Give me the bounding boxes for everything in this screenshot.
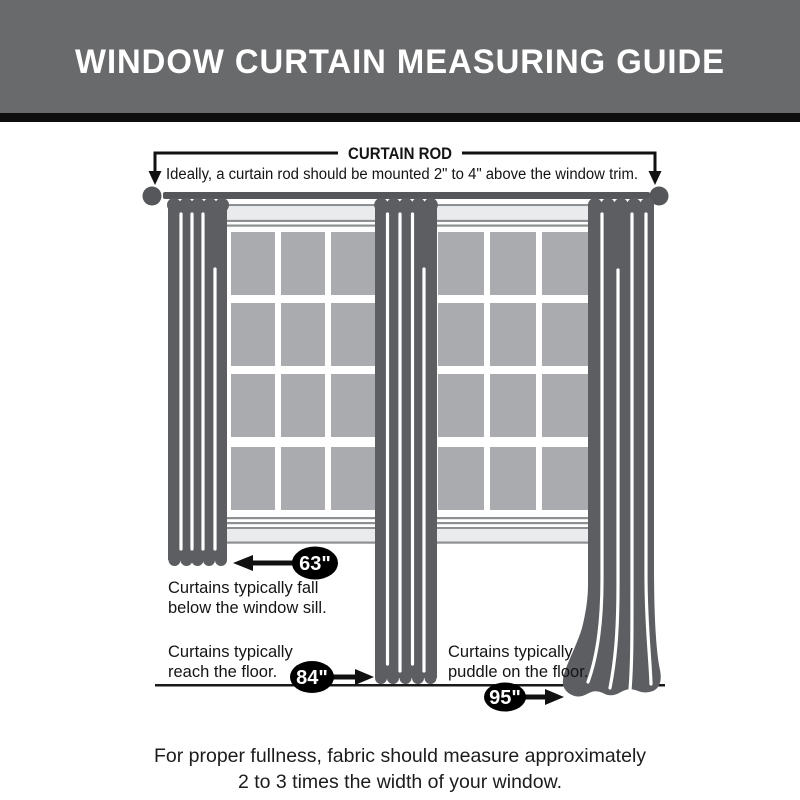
- curtain-floor-length: [374, 198, 438, 684]
- curtain-hem-scallop: [425, 672, 437, 684]
- arrow-shaft: [330, 675, 358, 680]
- window-pane: [542, 303, 588, 366]
- right-arrow-icon: [355, 669, 374, 685]
- window-pane: [281, 374, 325, 437]
- curtain-hem-scallop: [192, 554, 204, 566]
- curtain-hem-scallop: [387, 672, 399, 684]
- window-pane: [438, 374, 484, 437]
- window-pane: [490, 232, 536, 295]
- measure-note-line2: below the window sill.: [168, 599, 327, 617]
- footer-note: [154, 745, 646, 793]
- left-arrow-icon: [233, 555, 253, 571]
- window-pane: [331, 303, 375, 366]
- measure-note-line2: reach the floor.: [168, 663, 278, 681]
- measure-note-line1: Curtains typically: [448, 643, 573, 661]
- window-pane: [490, 303, 536, 366]
- window-pane: [231, 232, 275, 295]
- measure-value: 84": [296, 667, 328, 689]
- rod-bar: [163, 192, 650, 199]
- window-pane: [281, 447, 325, 510]
- window-pane: [231, 447, 275, 510]
- window-panes-left: [231, 232, 375, 510]
- window-pane: [281, 303, 325, 366]
- arrow-shaft: [252, 561, 294, 566]
- measure-note-line1: Curtains typically fall: [168, 579, 319, 597]
- window-pane: [231, 374, 275, 437]
- curtain-panel-body: [375, 205, 437, 678]
- window-pane: [331, 232, 375, 295]
- rod-callout-label: CURTAIN ROD: [348, 144, 452, 163]
- curtain-hem-scallop: [203, 554, 215, 566]
- right-arrow-icon: [545, 689, 564, 705]
- window-pane: [331, 447, 375, 510]
- curtain-hem-scallop: [375, 672, 387, 684]
- rod-finial-left: [143, 187, 162, 206]
- window-pane: [490, 447, 536, 510]
- curtain-hem-scallop: [412, 672, 424, 684]
- window-pane: [438, 447, 484, 510]
- header-banner: [0, 0, 800, 122]
- curtain-panel-body: [168, 205, 227, 560]
- window-pane: [438, 232, 484, 295]
- down-arrow-icon-left: [149, 171, 162, 185]
- header-divider-bar: [0, 113, 800, 122]
- window-pane: [331, 374, 375, 437]
- measurement-95: [448, 643, 588, 712]
- curtain-hem-scallop: [181, 554, 193, 566]
- window-pane: [281, 232, 325, 295]
- measure-value: 95": [489, 687, 521, 709]
- measure-note-line2: puddle on the floor.: [448, 663, 589, 681]
- window-pane: [231, 303, 275, 366]
- page-title: WINDOW CURTAIN MEASURING GUIDE: [75, 43, 725, 81]
- measure-note-line1: Curtains typically: [168, 643, 293, 661]
- window-pane: [542, 232, 588, 295]
- down-arrow-icon-right: [649, 171, 662, 185]
- rod-callout: [149, 144, 662, 185]
- window-pane: [438, 303, 484, 366]
- curtain-sill-length: [167, 198, 229, 566]
- curtain-hem-scallop: [169, 554, 181, 566]
- footer-line2: 2 to 3 times the width of your window.: [237, 771, 563, 793]
- footer-line1: For proper fullness, fabric should measure approximately: [153, 745, 647, 767]
- curtain-hem-scallop: [215, 554, 227, 566]
- window-pane: [490, 374, 536, 437]
- window-pane: [542, 447, 588, 510]
- window-panes-right: [438, 232, 588, 510]
- rod-callout-note: Ideally, a curtain rod should be mounted 2" to 4" above the window trim.: [166, 166, 638, 183]
- window-pane: [542, 374, 588, 437]
- measure-value: 63": [299, 553, 331, 575]
- curtain-hem-scallop: [400, 672, 412, 684]
